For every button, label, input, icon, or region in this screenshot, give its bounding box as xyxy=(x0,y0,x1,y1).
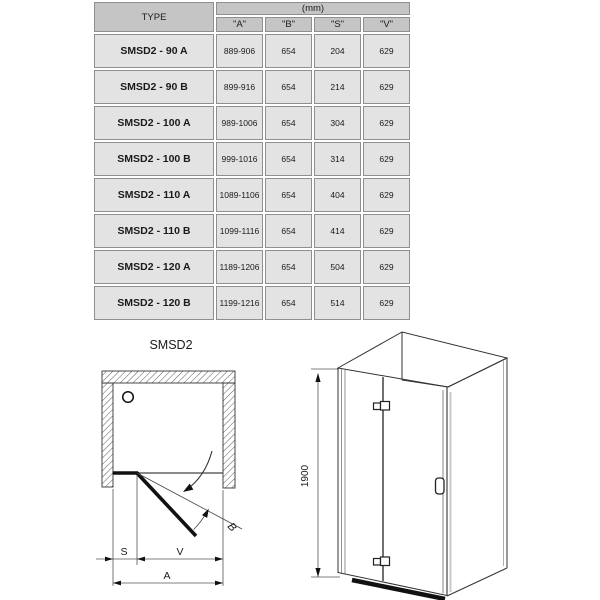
cell-b: 654 xyxy=(265,142,312,176)
iso-view xyxy=(300,332,507,599)
cell-a: 1189-1206 xyxy=(216,250,263,284)
angle-b-label: B xyxy=(224,520,239,535)
cell-s: 314 xyxy=(314,142,361,176)
cell-a: 1199-1216 xyxy=(216,286,263,320)
top-rim xyxy=(338,332,507,387)
cell-a: 999-1016 xyxy=(216,142,263,176)
header-row-unit xyxy=(94,2,410,15)
wall-right xyxy=(223,383,235,488)
cell-v: 629 xyxy=(363,286,410,320)
cell-v: 629 xyxy=(363,106,410,140)
cell-type: SMSD2 - 120 A xyxy=(94,250,214,284)
col-header-b: "B" xyxy=(265,17,312,32)
table-row xyxy=(94,286,410,320)
hinge-bottom xyxy=(374,557,390,566)
cell-a: 899-916 xyxy=(216,70,263,104)
wall-top xyxy=(102,371,235,383)
cell-v: 629 xyxy=(363,142,410,176)
table-row xyxy=(94,70,410,104)
height-dimension xyxy=(300,369,340,577)
cell-b: 654 xyxy=(265,250,312,284)
cell-type: SMSD2 - 90 B xyxy=(94,70,214,104)
cell-type: SMSD2 - 110 A xyxy=(94,178,214,212)
cell-a: 1089-1106 xyxy=(216,178,263,212)
cell-b: 654 xyxy=(265,70,312,104)
table-row xyxy=(94,142,410,176)
cell-type: SMSD2 - 120 B xyxy=(94,286,214,320)
hinge-top xyxy=(374,402,390,411)
cell-a: 1099-1116 xyxy=(216,214,263,248)
side-panel-edges xyxy=(447,358,507,596)
col-header-a: "A" xyxy=(216,17,263,32)
technical-drawings xyxy=(0,325,600,600)
cell-s: 414 xyxy=(314,214,361,248)
col-header-s: "S" xyxy=(314,17,361,32)
cell-a: 889-906 xyxy=(216,34,263,68)
plan-view xyxy=(96,371,242,586)
col-header-v: "V" xyxy=(363,17,410,32)
cell-type: SMSD2 - 110 B xyxy=(94,214,214,248)
cell-v: 629 xyxy=(363,70,410,104)
cell-v: 629 xyxy=(363,250,410,284)
cell-b: 654 xyxy=(265,106,312,140)
cell-s: 204 xyxy=(314,34,361,68)
dim-a-label: A xyxy=(163,570,171,582)
angle-b-arrowhead xyxy=(202,509,209,518)
dim-s-label: S xyxy=(120,546,128,558)
table-row xyxy=(94,106,410,140)
front-face-edges xyxy=(338,368,451,596)
col-header-type: TYPE xyxy=(94,2,214,32)
cell-v: 629 xyxy=(363,178,410,212)
cell-b: 654 xyxy=(265,178,312,212)
cell-type: SMSD2 - 90 A xyxy=(94,34,214,68)
plan-title: SMSD2 xyxy=(149,338,193,352)
cell-s: 404 xyxy=(314,178,361,212)
cell-type: SMSD2 - 100 A xyxy=(94,106,214,140)
cell-s: 304 xyxy=(314,106,361,140)
cell-s: 504 xyxy=(314,250,361,284)
plan-dimension-lines xyxy=(96,475,223,586)
table-row xyxy=(94,34,410,68)
cell-type: SMSD2 - 100 B xyxy=(94,142,214,176)
threshold-strip xyxy=(352,580,445,599)
cell-b: 654 xyxy=(265,286,312,320)
cell-v: 629 xyxy=(363,214,410,248)
col-header-mm: (mm) xyxy=(216,2,410,15)
cell-s: 514 xyxy=(314,286,361,320)
cell-s: 214 xyxy=(314,70,361,104)
height-label: 1900 xyxy=(300,464,311,488)
table-row xyxy=(94,250,410,284)
door-open-line xyxy=(137,473,197,537)
door-handle xyxy=(436,478,445,494)
cell-v: 629 xyxy=(363,34,410,68)
cell-b: 654 xyxy=(265,214,312,248)
table-row xyxy=(94,214,410,248)
table-row xyxy=(94,178,410,212)
drain-circle xyxy=(123,392,134,403)
cell-b: 654 xyxy=(265,34,312,68)
dim-v-label: V xyxy=(176,546,184,558)
cell-a: 989-1006 xyxy=(216,106,263,140)
wall-left xyxy=(102,383,113,487)
spec-table xyxy=(92,0,412,322)
